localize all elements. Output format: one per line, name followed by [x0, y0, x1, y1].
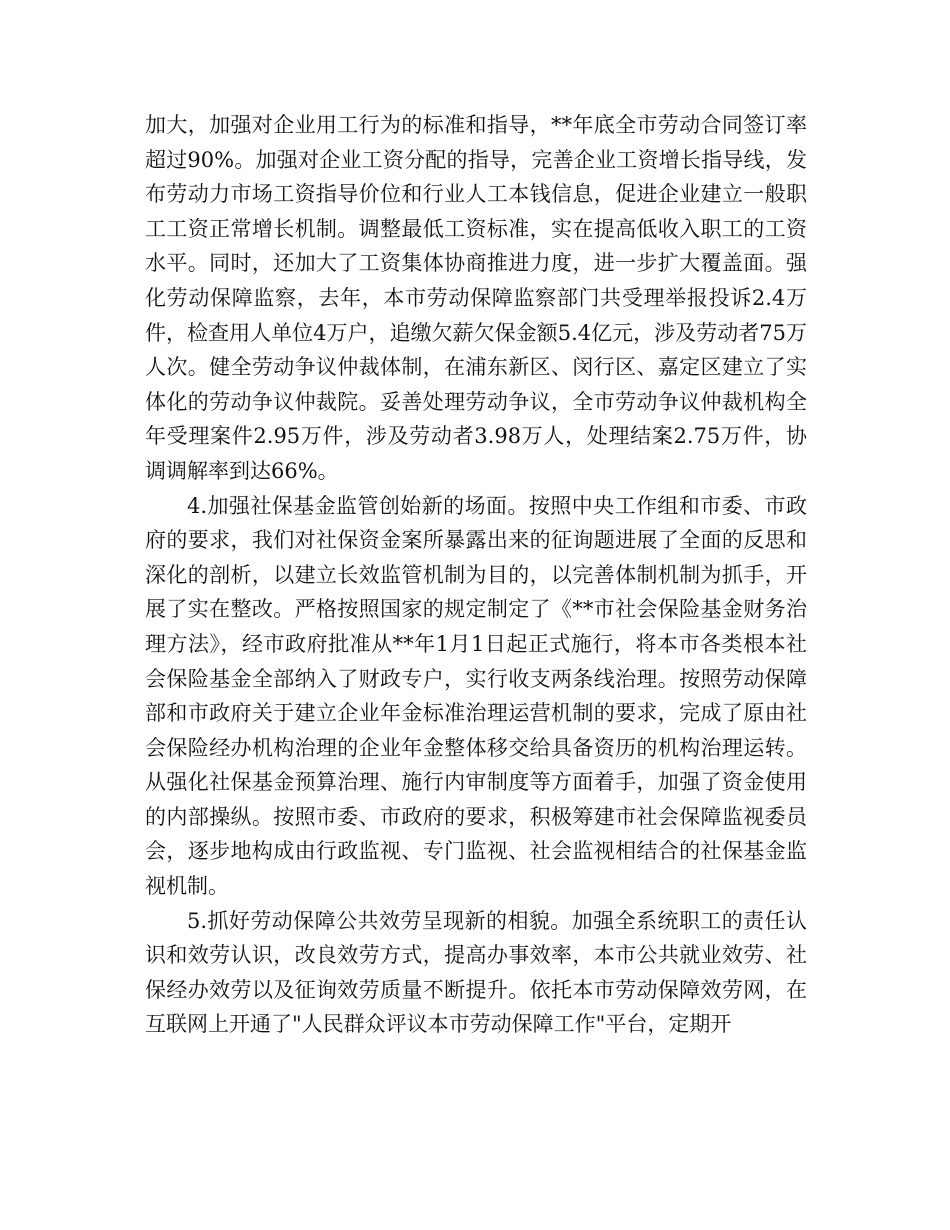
paragraph-public-service: 5.抓好劳动保障公共效劳呈现新的相貌。加强全系统职工的责任认识和效劳认识，改良效劳方式，提高办事效率，本市公共就业效劳、社保经办效劳以及征询效劳质量不断提升。依托本市劳动保障效劳网，在互联网上开通了"人民群众评议本市劳动保障工作"平台，定期开 [145, 908, 807, 1037]
document-body [145, 108, 807, 1042]
paragraph-labor-contracts: 加大，加强对企业用工行为的标准和指导，**年底全市劳动合同签订率超过90%。加强对企业工资分配的指导，完善企业工资增长指导线，发布劳动力市场工资指导价位和行业人工本钱信息，促进企业建立一般职工工资正常增长机制。调整最低工资标准，实在提高低收入职工的工资水平。同时，还加大了工资集体协商推进力度，进一步扩大覆盖面。强化劳动保障监察，去年，本市劳动保障监察部门共受理举报投诉2.4万件，检查用人单位4万户，追缴欠薪欠保金额5.4亿元，涉及劳动者75万人次。健全劳动争议仲裁体制，在浦东新区、闵行区、嘉定区建立了实体化的劳动争议仲裁院。妥善处理劳动争议，全市劳动争议仲裁机构全年受理案件2.95万件，涉及劳动者3.98万人，处理结案2.75万件，协调调解率到达66%。 [145, 113, 807, 483]
paragraph-social-security-fund: 4.加强社保基金监管创始新的场面。按照中央工作组和市委、市政府的要求，我们对社保资金案所暴露出来的征询题进展了全面的反思和深化的剖析，以建立长效监管机制为目的，以完善体制机制为抓手，开展了实在整改。严格按照国家的规定制定了《**市社会保险基金财务治理方法》，经市政府批准从**年1月1日起正式施行，将本市各类根本社会保险基金全部纳入了财政专户，实行收支两条线治理。按照劳动保障部和市政府关于建立企业年金标准治理运营机制的要求，完成了原由社会保险经办机构治理的企业年金整体移交给具备资历的机构治理运转。从强化社保基金预算治理、施行内审制度等方面着手，加强了资金使用的内部操纵。按照市委、市政府的要求，积极筹建市社会保障监视委员会，逐步地构成由行政监视、专门监视、社会监视相结合的社保基金监视机制。 [145, 493, 807, 899]
